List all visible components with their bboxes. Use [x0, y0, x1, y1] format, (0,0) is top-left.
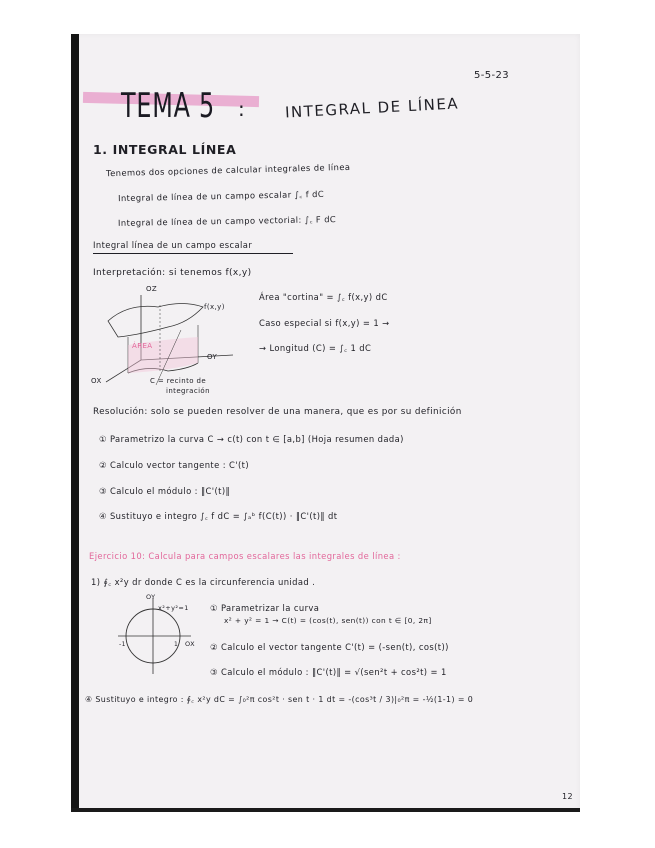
option-2: Integral de línea de un campo vectorial: ∫꜀ F dC — [117, 214, 337, 228]
date: 5-5-23 — [474, 70, 510, 81]
circle-axis-ox: OX — [185, 640, 195, 648]
circle-label-1: 1 — [174, 641, 179, 648]
option-1: Integral de línea de un campo escalar ∫꜀ f dC — [117, 188, 325, 204]
exercise-item: 1) ∮꜀ x²y dr donde C es la circunferencia unidad . — [91, 577, 316, 587]
circle-equation: x²+y²=1 — [158, 604, 189, 612]
axis-oz: OZ — [146, 285, 158, 293]
resolution-line: Resolución: solo se pueden resolver de una manera, que es por su definición — [93, 407, 462, 417]
scan-left-edge — [71, 34, 79, 812]
axis-ox: OX — [91, 377, 102, 385]
subheading: Integral línea de un campo escalar — [93, 240, 253, 250]
interpretation: Interpretación: si tenemos f(x,y) — [93, 268, 252, 278]
ex-step-3: ③ Calculo el módulo : ‖C'(t)‖ = √(sen²t + cos²t) = 1 — [210, 667, 447, 677]
subheading-underline — [93, 253, 293, 254]
scan-bottom-edge — [71, 808, 580, 812]
ex-step-1: ① Parametrizar la curva — [210, 603, 320, 613]
circle-label-minus-1: -1 — [119, 641, 126, 648]
label-fxy: f(x,y) — [204, 303, 225, 311]
title-colon: : — [238, 97, 246, 121]
special-case: Caso especial si f(x,y) = 1 → — [259, 318, 390, 328]
ex-step-1-detail: x² + y² = 1 → C(t) = (cos(t), sen(t)) con t ∈ [0, 2π] — [224, 616, 432, 625]
exercise-title: Ejercicio 10: Calcula para campos escalares las integrales de línea : — [89, 551, 401, 561]
intro-line: Tenemos dos opciones de calcular integrales de línea — [105, 161, 351, 179]
label-area: ÁREA — [132, 342, 153, 350]
page-subtitle: INTEGRAL DE LÍNEA — [284, 94, 460, 122]
label-recinto-2: integración — [166, 387, 210, 395]
step-3: ③ Calculo el módulo : ‖C'(t)‖ — [99, 486, 231, 496]
label-recinto: C = recinto de — [150, 377, 207, 385]
axis-oy: OY — [207, 353, 218, 361]
area-formula: Área "cortina" = ∫꜀ f(x,y) dC — [259, 292, 388, 302]
page-title: TEMA 5 — [121, 86, 215, 126]
ex-step-4: ④ Sustituyo e integro : ∮꜀ x²y dC = ∫₀²π cos²t · sen t · 1 dt = -(cos³t / 3)|₀²π = -½(1-1) = 0 — [85, 695, 474, 704]
step-2: ② Calculo vector tangente : C'(t) — [99, 460, 249, 470]
section-title: 1. INTEGRAL LÍNEA — [93, 142, 237, 157]
step-4: ④ Sustituyo e integro ∫꜀ f dC = ∫ₐᵇ f(C(t)) · ‖C'(t)‖ dt — [99, 511, 338, 521]
length-formula: → Longitud (C) = ∫꜀ 1 dC — [259, 343, 372, 353]
step-1: ① Parametrizo la curva C → c(t) con t ∈ [a,b] (Hoja resumen dada) — [99, 434, 404, 444]
ex-step-2: ② Calculo el vector tangente C'(t) = (-sen(t), cos(t)) — [210, 642, 449, 652]
page-number: 12 — [562, 792, 573, 801]
circle-axis-oy: OY — [146, 593, 156, 601]
